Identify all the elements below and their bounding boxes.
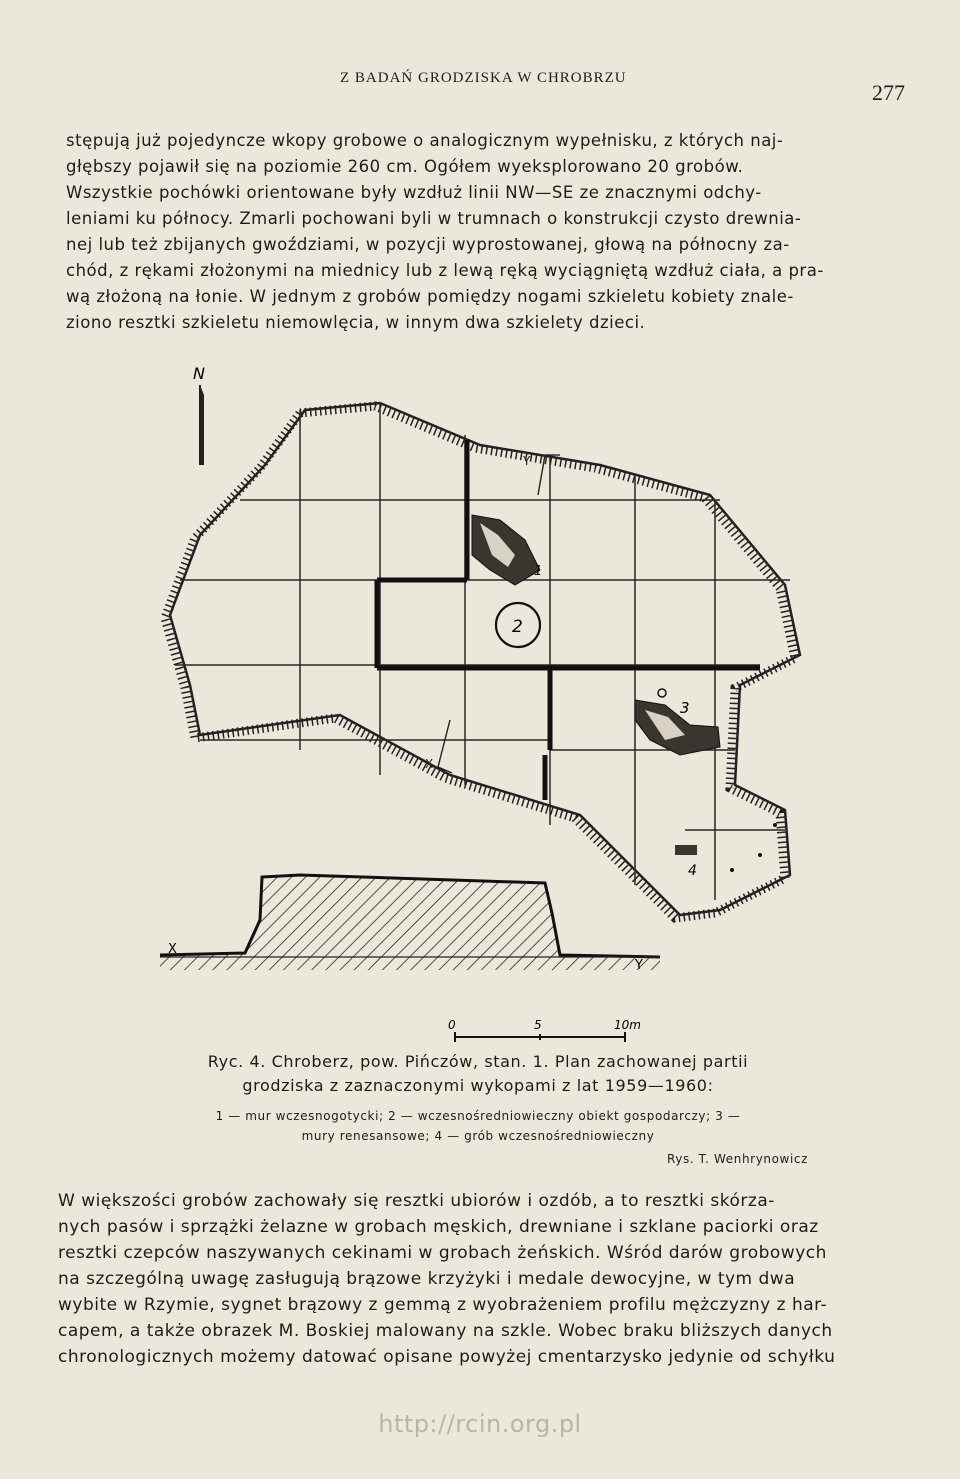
caption-line: grodziska z zaznaczonymi wykopami z lat 1959—1960: bbox=[242, 1076, 714, 1095]
feature-2-object bbox=[496, 603, 540, 647]
figure-caption bbox=[148, 1050, 808, 1098]
figure-credit: Rys. T. Wenhrynowicz bbox=[667, 1152, 808, 1166]
feature-4-grave bbox=[675, 823, 777, 879]
watermark-url: http://rcin.org.pl bbox=[378, 1410, 582, 1438]
figure-legend bbox=[148, 1106, 808, 1146]
page-number: 277 bbox=[872, 80, 905, 105]
feature-3-label: 3 bbox=[680, 699, 690, 717]
running-title: Z BADAŃ GRODZISKA W CHROBRZU bbox=[340, 70, 627, 86]
feature-1-label: 1 bbox=[534, 564, 543, 579]
scale-label-5: 5 bbox=[534, 1018, 542, 1032]
text-line: nej lub też zbijanych gwoździami, w pozycji wyprostowanej, głową na północny za- bbox=[66, 235, 790, 254]
section-x-marker: X bbox=[425, 757, 434, 771]
scale-label-0: 0 bbox=[448, 1018, 456, 1032]
caption-line: Ryc. 4. Chroberz, pow. Pińczów, stan. 1. Plan zachowanej partii bbox=[207, 1052, 749, 1071]
text-line: resztki czepców naszywanych cekinami w grobach żeńskich. Wśród darów grobowych bbox=[58, 1243, 827, 1263]
text-line: capem, a także obrazek M. Boskiej malowany na szkle. Wobec braku bliższych danych bbox=[58, 1321, 833, 1341]
top-paragraph bbox=[66, 128, 906, 336]
text-line: wybite w Rzymie, sygnet brązowy z gemmą z wyobrażeniem profilu mężczyzny z har- bbox=[58, 1295, 828, 1315]
legend-line: mury renesansowe; 4 — grób wczesnośredniowieczny bbox=[301, 1129, 655, 1143]
feature-2-label: 2 bbox=[512, 617, 523, 637]
scale-bar bbox=[448, 1018, 641, 1042]
text-line: wą złożoną na łonie. W jednym z grobów pomiędzy nogami szkieletu kobiety znale- bbox=[66, 287, 794, 306]
north-arrow bbox=[193, 364, 205, 465]
site-outline bbox=[165, 403, 800, 918]
section-y-label: Y bbox=[635, 958, 643, 973]
text-line: na szczególną uwagę zasługują brązowe krzyżyki i medale dewocyjne, w tym dwa bbox=[58, 1269, 796, 1289]
legend-line: 1 — mur wczesnogotycki; 2 — wczesnośredniowieczny obiekt gospodarczy; 3 — bbox=[215, 1109, 741, 1123]
text-line: chód, z rękami złożonymi na miednicy lub z lewą ręką wyciągniętą wzdłuż ciała, a pra- bbox=[66, 261, 824, 280]
bottom-paragraph bbox=[58, 1188, 900, 1370]
text-line: W większości grobów zachowały się resztki ubiorów i ozdób, a to resztki skórza- bbox=[58, 1191, 775, 1211]
section-markers bbox=[425, 454, 560, 773]
text-line: ziono resztki szkieletu niemowlęcia, w innym dwa szkielety dzieci. bbox=[66, 313, 646, 332]
site-plan-figure bbox=[120, 355, 840, 1055]
cross-section bbox=[160, 875, 660, 973]
text-line: Wszystkie pochówki orientowane były wzdłuż linii NW—SE ze znacznymi odchy- bbox=[66, 183, 762, 202]
feature-3-walls bbox=[635, 689, 720, 755]
feature-1-wall bbox=[472, 515, 542, 585]
text-line: nych pasów i sprzążki żelazne w grobach męskich, drewniane i szklane paciorki oraz bbox=[58, 1217, 819, 1237]
excavation-grid bbox=[175, 403, 790, 900]
section-x-label: X bbox=[168, 942, 177, 957]
north-label: N bbox=[193, 364, 205, 383]
section-y-marker: Y bbox=[523, 454, 531, 468]
text-line: głębszy pojawił się na poziomie 260 cm. Ogółem wyeksplorowano 20 grobów. bbox=[66, 157, 744, 176]
text-line: stępują już pojedyncze wkopy grobowe o analogicznym wypełnisku, z których naj- bbox=[66, 131, 784, 150]
scale-label-10: 10m bbox=[614, 1018, 641, 1032]
text-line: chronologicznych możemy datować opisane powyżej cmentarzysko jedynie od schyłku bbox=[58, 1347, 836, 1367]
feature-4-label: 4 bbox=[688, 863, 697, 879]
text-line: leniami ku północy. Zmarli pochowani byli w trumnach o konstrukcji czysto drewnia- bbox=[66, 209, 802, 228]
